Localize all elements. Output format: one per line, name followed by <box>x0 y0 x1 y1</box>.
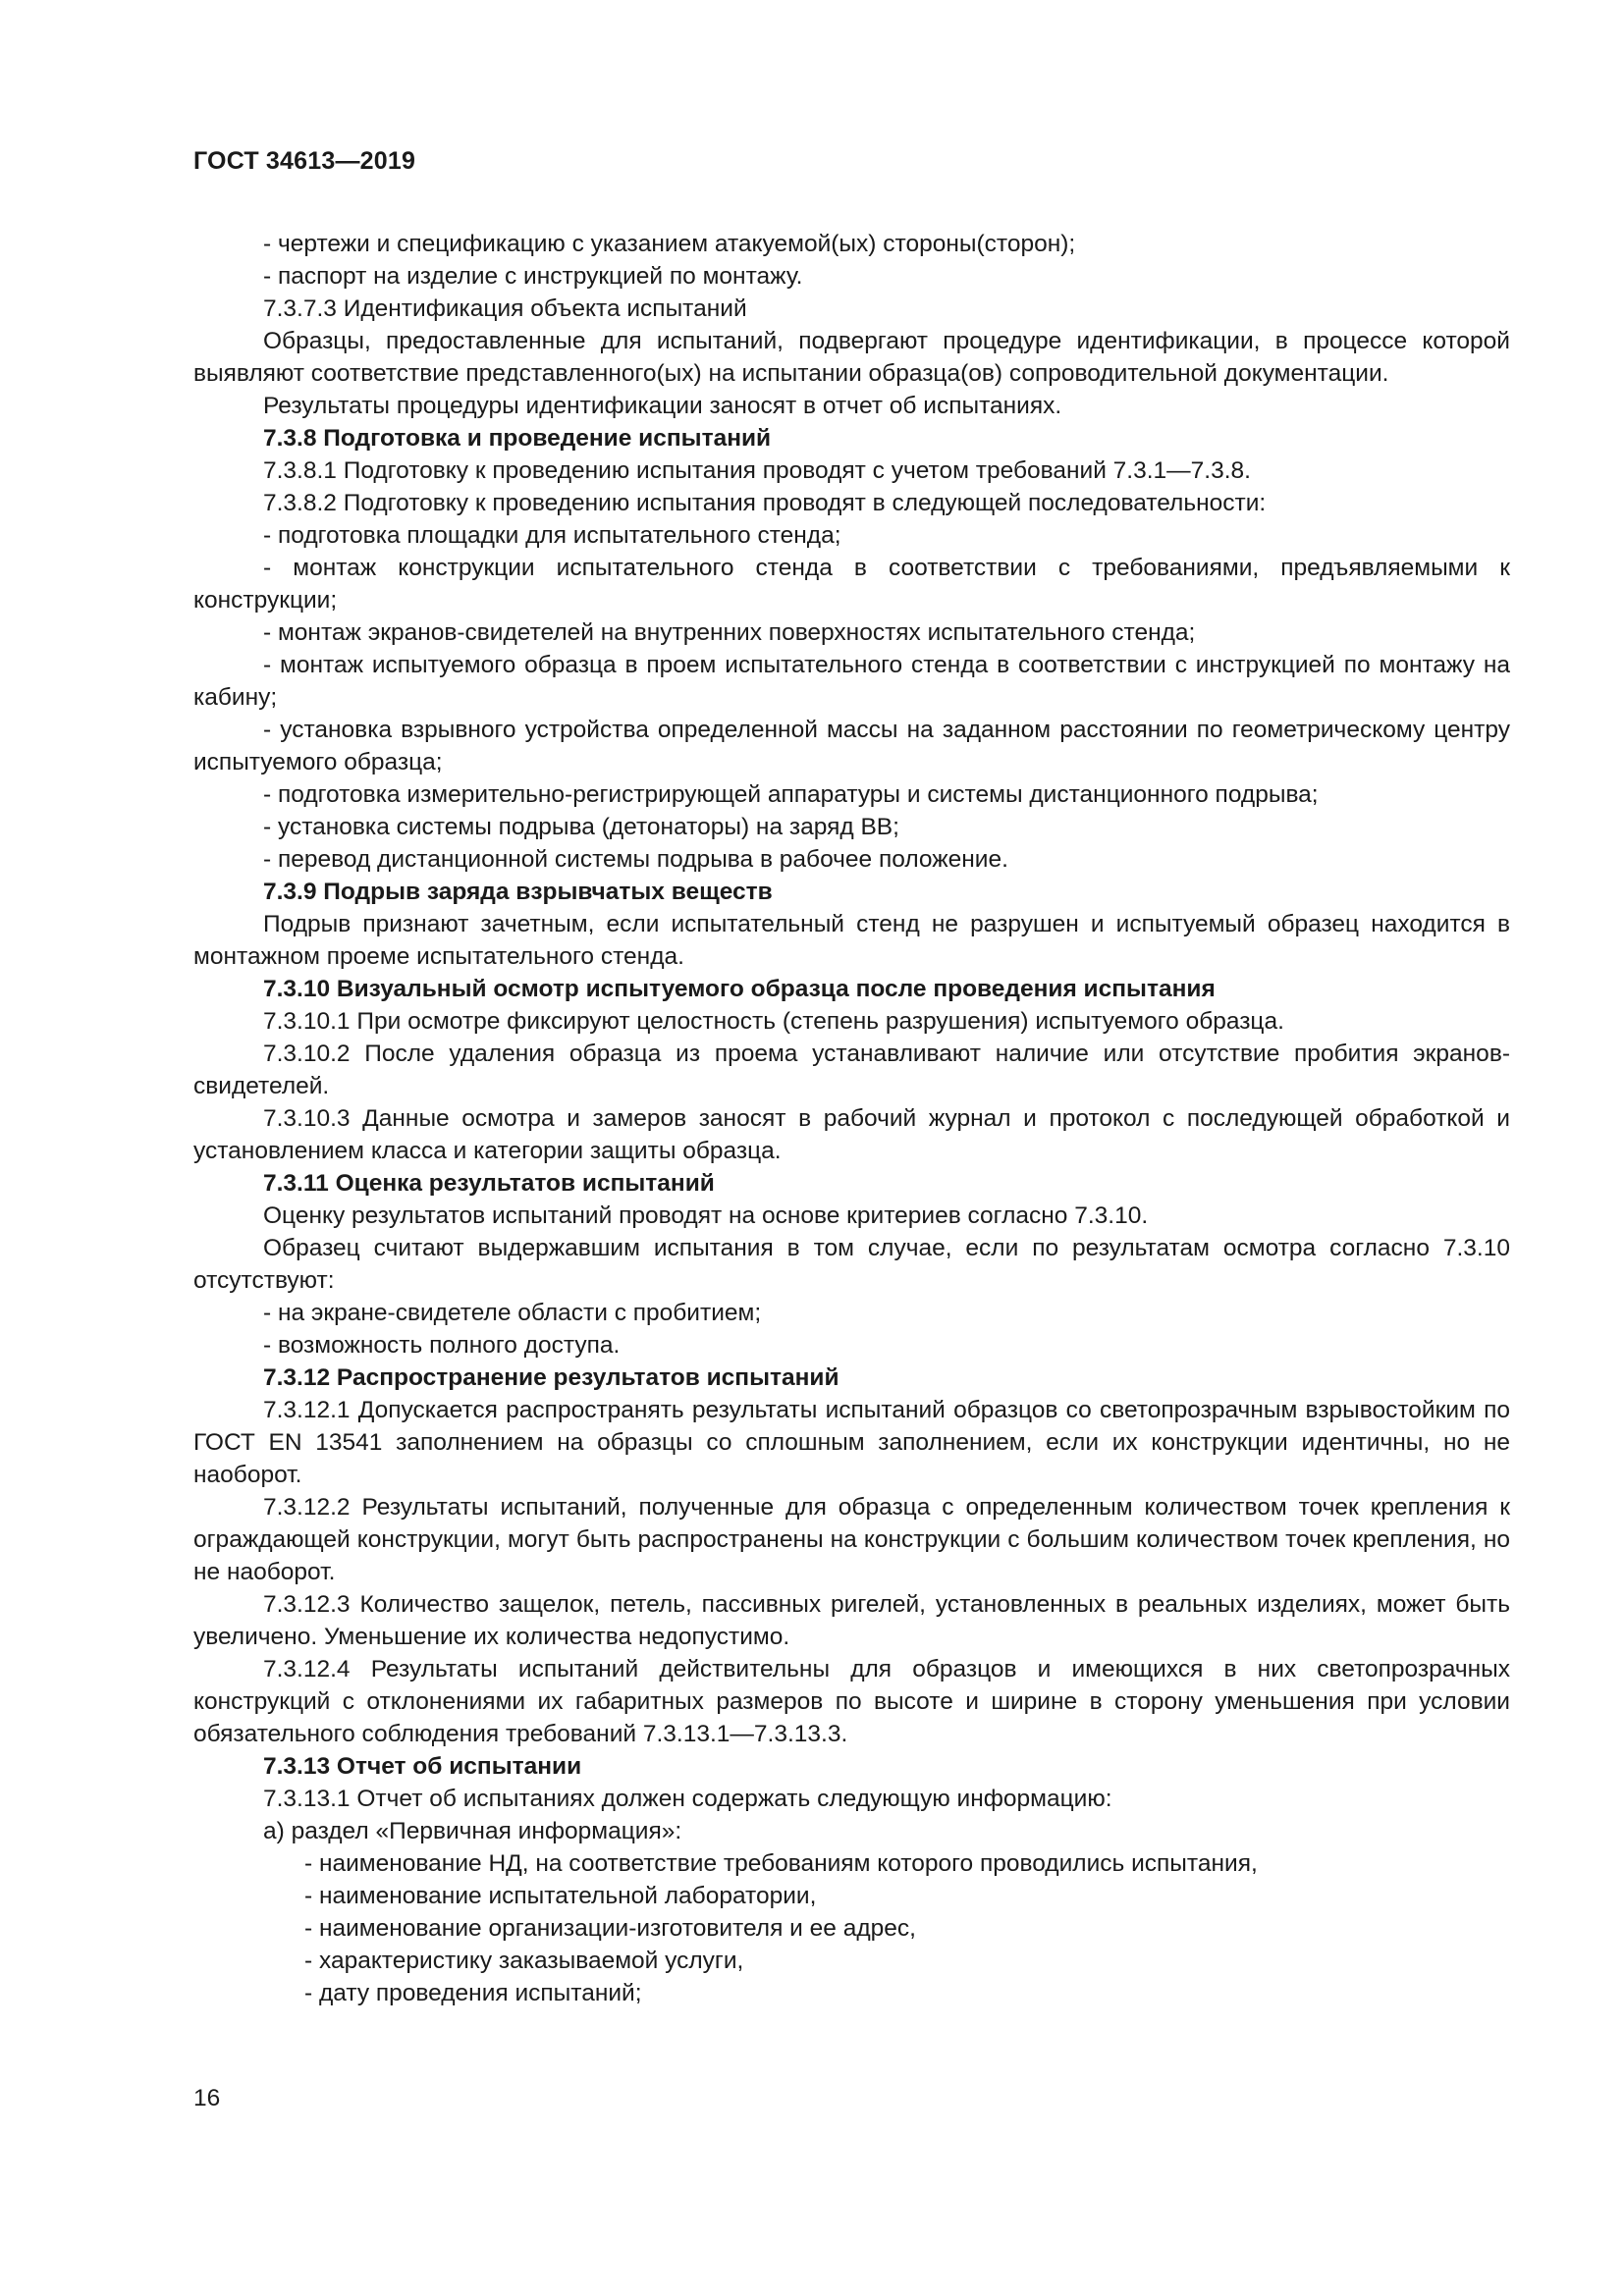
page-number: 16 <box>193 2085 221 2111</box>
list-item: - наименование НД, на соответствие требованиям которого проводились испытания, <box>304 1850 1258 1877</box>
paragraph: Подрыв признают зачетным, если испытательный стенд не разрушен и испытуемый образец находится в монтажном проеме испытательного стенда. <box>193 911 1510 970</box>
paragraph: 7.3.8.1 Подготовку к проведению испытания проводят с учетом требований 7.3.1—7.3.8. <box>263 457 1251 484</box>
list-item: - паспорт на изделие с инструкцией по монтажу. <box>263 263 803 290</box>
document-body <box>193 228 1510 2009</box>
list-item: - монтаж конструкции испытательного стенда в соответствии с требованиями, предъявляемыми к конструкции; <box>193 555 1510 614</box>
list-item: - установка системы подрыва (детонаторы) на заряд ВВ; <box>263 814 899 840</box>
list-item: - подготовка площадки для испытательного стенда; <box>263 522 841 549</box>
paragraph: 7.3.10.3 Данные осмотра и замеров заносят в рабочий журнал и протокол с последующей обработкой и установлением класса и категории защиты образца. <box>193 1105 1510 1164</box>
paragraph: 7.3.10.2 После удаления образца из проема устанавливают наличие или отсутствие пробития экранов-свидетелей. <box>193 1041 1510 1099</box>
section-heading: 7.3.8 Подготовка и проведение испытаний <box>263 425 772 452</box>
paragraph: 7.3.8.2 Подготовку к проведению испытания проводят в следующей последовательности: <box>263 490 1267 516</box>
list-item: - чертежи и спецификацию с указанием атакуемой(ых) стороны(сторон); <box>263 231 1076 257</box>
list-item: - характеристику заказываемой услуги, <box>304 1948 744 1974</box>
paragraph: Оценку результатов испытаний проводят на основе критериев согласно 7.3.10. <box>263 1202 1149 1229</box>
list-item: - возможность полного доступа. <box>263 1332 621 1359</box>
section-heading: 7.3.12 Распространение результатов испытаний <box>263 1364 839 1391</box>
paragraph: Образцы, предоставленные для испытаний, подвергают процедуре идентификации, в процессе которой выявляют соответствие представленного(ых) на испытании образца(ов) сопроводительной документации. <box>193 328 1510 387</box>
list-item: - монтаж экранов-свидетелей на внутренних поверхностях испытательного стенда; <box>263 619 1196 646</box>
list-item: - наименование организации-изготовителя и ее адрес, <box>304 1915 916 1942</box>
paragraph: 7.3.12.4 Результаты испытаний действительны для образцов и имеющихся в них светопрозрачных конструкций с отклонениями их габаритных размеров по высоте и ширине в сторону уменьшения при условии обязательного соблюдения требований 7.3.13.1—7.3.13.3. <box>193 1656 1510 1747</box>
paragraph: Результаты процедуры идентификации заносят в отчет об испытаниях. <box>263 393 1062 419</box>
paragraph: 7.3.12.3 Количество защелок, петель, пассивных ригелей, установленных в реальных изделиях, может быть увеличено. Уменьшение их количества недопустимо. <box>193 1591 1510 1650</box>
paragraph: а) раздел «Первичная информация»: <box>263 1818 682 1844</box>
list-item: - монтаж испытуемого образца в проем испытательного стенда в соответствии с инструкцией по монтажу на кабину; <box>193 652 1510 711</box>
document-header: ГОСТ 34613—2019 <box>193 147 416 175</box>
list-item: - на экране-свидетеле области с пробитием; <box>263 1300 762 1326</box>
list-item: - установка взрывного устройства определенной массы на заданном расстоянии по геометрическому центру испытуемого образца; <box>193 717 1510 775</box>
section-heading: 7.3.10 Визуальный осмотр испытуемого образца после проведения испытания <box>263 976 1216 1002</box>
paragraph: Образец считают выдержавшим испытания в том случае, если по результатам осмотра согласно 7.3.10 отсутствуют: <box>193 1235 1510 1294</box>
paragraph: 7.3.10.1 При осмотре фиксируют целостность (степень разрушения) испытуемого образца. <box>263 1008 1284 1035</box>
section-heading: 7.3.13 Отчет об испытании <box>263 1753 582 1780</box>
section-heading: 7.3.11 Оценка результатов испытаний <box>263 1170 715 1197</box>
paragraph: 7.3.7.3 Идентификация объекта испытаний <box>263 295 747 322</box>
paragraph: 7.3.12.1 Допускается распространять результаты испытаний образцов со светопрозрачным взрывостойким по ГОСТ EN 13541 заполнением на образцы со сплошным заполнением, если их конструкции идентичны, но не наоборот. <box>193 1397 1510 1488</box>
paragraph: 7.3.12.2 Результаты испытаний, полученные для образца с определенным количеством точек крепления к ограждающей конструкции, могут быть распространены на конструкции с большим количеством точек крепления, но не наоборот. <box>193 1494 1510 1585</box>
list-item: - перевод дистанционной системы подрыва в рабочее положение. <box>263 846 1008 873</box>
paragraph: 7.3.13.1 Отчет об испытаниях должен содержать следующую информацию: <box>263 1786 1112 1812</box>
list-item: - подготовка измерительно-регистрирующей аппаратуры и системы дистанционного подрыва; <box>263 781 1319 808</box>
list-item: - дату проведения испытаний; <box>304 1980 642 2006</box>
list-item: - наименование испытательной лаборатории, <box>304 1883 817 1909</box>
section-heading: 7.3.9 Подрыв заряда взрывчатых веществ <box>263 879 773 905</box>
